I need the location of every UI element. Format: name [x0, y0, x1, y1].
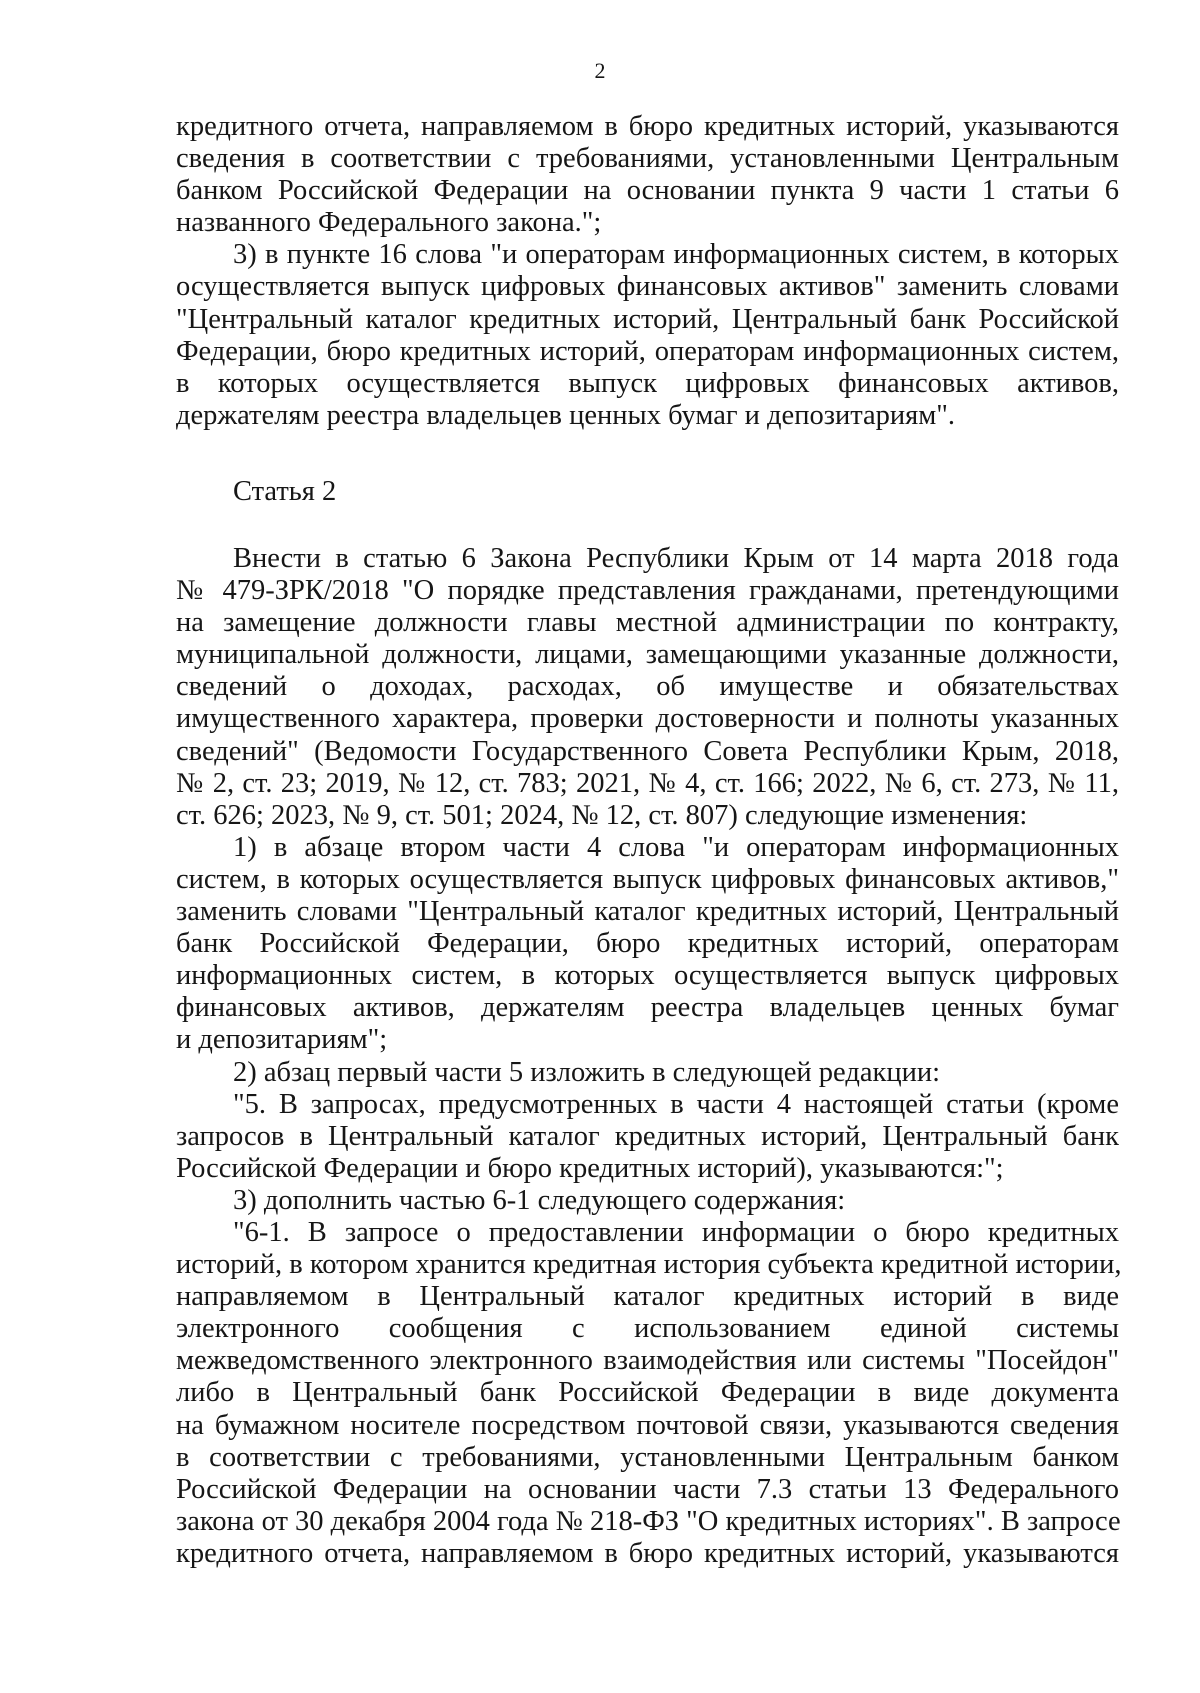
text-line: закона от 30 декабря 2004 года № 218-ФЗ "О кредитных историях". В запросе — [176, 1505, 1121, 1537]
text-line: в соответствии с требованиями, установленными Центральным банком — [176, 1441, 1119, 1473]
text-line: либо в Центральный банк Российской Федерации в виде документа — [176, 1377, 1119, 1409]
text-line: электронного сообщения с использованием единой системы — [176, 1313, 1119, 1345]
text-block-article-2 — [176, 543, 1122, 1570]
text-line: 3) дополнить частью 6-1 следующего содержания: — [233, 1184, 846, 1216]
text-line: на бумажном носителе посредством почтовой связи, указываются сведения — [176, 1409, 1119, 1441]
text-block-continuation — [176, 111, 1119, 432]
text-line: 1) в абзаце втором части 4 слова "и операторам информационных — [233, 831, 1119, 863]
text-line: держателям реестра владельцев ценных бумаг и депозитариям". — [176, 399, 956, 431]
text-line: финансовых активов, держателям реестра владельцев ценных бумаг — [176, 992, 1119, 1024]
text-line: и депозитариям"; — [176, 1024, 388, 1056]
text-line: заменить словами "Центральный каталог кредитных историй, Центральный — [176, 896, 1119, 928]
text-line: ст. 626; 2023, № 9, ст. 501; 2024, № 12, ст. 807) следующие изменения: — [176, 799, 1028, 831]
text-line: систем, в которых осуществляется выпуск цифровых финансовых активов," — [176, 863, 1119, 895]
text-line: запросов в Центральный каталог кредитных историй, Центральный банк — [176, 1120, 1119, 1152]
text-line: в которых осуществляется выпуск цифровых финансовых активов, — [176, 367, 1119, 399]
text-line: 3) в пункте 16 слова "и операторам информационных систем, в которых — [233, 239, 1119, 271]
text-line: кредитного отчета, направляемом в бюро кредитных историй, указываются — [176, 111, 1119, 142]
text-line: сведений о доходах, расходах, об имуществе и обязательствах — [176, 671, 1119, 703]
text-line: муниципальной должности, лицами, замещающими указанные должности, — [176, 639, 1119, 671]
text-line: историй, в котором хранится кредитная история субъекта кредитной истории, — [176, 1249, 1122, 1281]
text-line: имущественного характера, проверки достоверности и полноты указанных — [176, 703, 1119, 735]
text-line: Российской Федерации на основании части 7.3 статьи 13 Федерального — [176, 1473, 1119, 1505]
text-line: № 479-ЗРК/2018 "О порядке представления гражданами, претендующими — [176, 575, 1119, 607]
text-line: 2) абзац первый части 5 изложить в следующей редакции: — [233, 1056, 941, 1088]
text-line: банком Российской Федерации на основании пункта 9 части 1 статьи 6 — [176, 175, 1119, 207]
text-line: "6-1. В запросе о предоставлении информации о бюро кредитных — [233, 1216, 1119, 1248]
text-line: осуществляется выпуск цифровых финансовых активов" заменить словами — [176, 271, 1119, 303]
text-line: направляемом в Центральный каталог кредитных историй в виде — [176, 1281, 1119, 1313]
text-line: Российской Федерации и бюро кредитных историй), указываются:"; — [176, 1152, 1004, 1184]
text-line: сведения в соответствии с требованиями, установленными Центральным — [176, 143, 1119, 175]
text-line: Внести в статью 6 Закона Республики Крым от 14 марта 2018 года — [233, 543, 1119, 574]
text-line: "Центральный каталог кредитных историй, Центральный банк Российской — [176, 303, 1119, 335]
text-line: названного Федерального закона."; — [176, 207, 602, 239]
text-line: № 2, ст. 23; 2019, № 12, ст. 783; 2021, № 4, ст. 166; 2022, № 6, ст. 273, № 11, — [176, 767, 1119, 799]
text-line: Федерации, бюро кредитных историй, операторам информационных систем, — [176, 335, 1119, 367]
text-line: межведомственного электронного взаимодействия или системы "Посейдон" — [176, 1345, 1119, 1377]
text-line: кредитного отчета, направляемом в бюро кредитных историй, указываются — [176, 1537, 1119, 1569]
text-line: на замещение должности главы местной администрации по контракту, — [176, 607, 1119, 639]
article-heading: Статья 2 — [233, 476, 337, 507]
page-number: 2 — [594, 58, 606, 83]
text-line: сведений" (Ведомости Государственного Совета Республики Крым, 2018, — [176, 735, 1119, 767]
text-line: "5. В запросах, предусмотренных в части 4 настоящей статьи (кроме — [233, 1088, 1119, 1120]
text-line: информационных систем, в которых осуществляется выпуск цифровых — [176, 960, 1119, 992]
text-line: банк Российской Федерации, бюро кредитных историй, операторам — [176, 928, 1119, 960]
